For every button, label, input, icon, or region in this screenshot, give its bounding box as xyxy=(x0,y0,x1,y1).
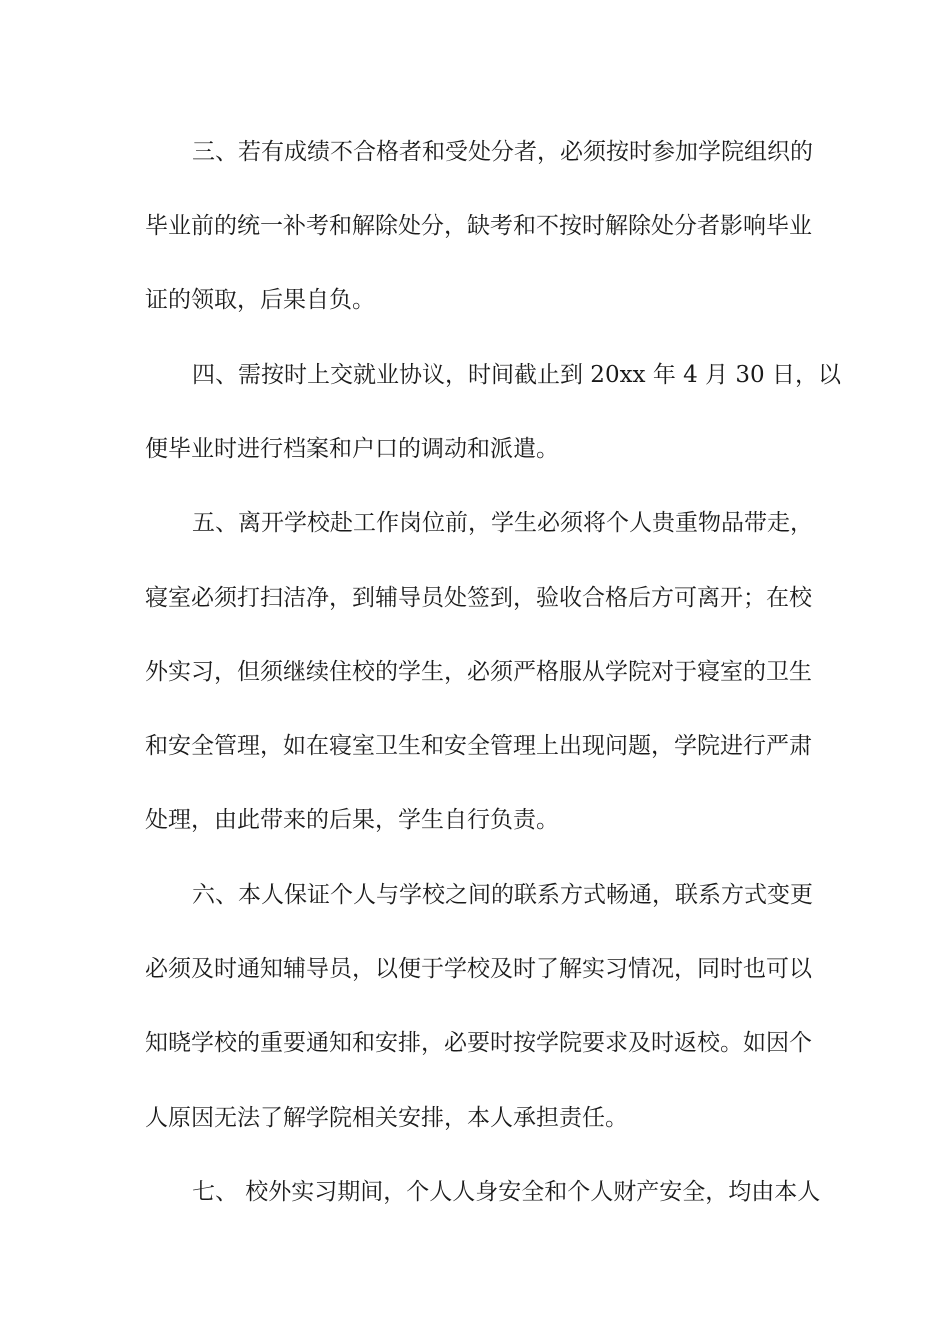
text-line: 三、若有成绩不合格者和受处分者，必须按时参加学院组织的 xyxy=(192,139,813,165)
text-line: 毕业前的统一补考和解除处分，缺考和不按时解除处分者影响毕业 xyxy=(145,213,812,239)
text-line: 知晓学校的重要通知和安排，必要时按学院要求及时返校。如因个 xyxy=(145,1030,812,1056)
text-line: 处理，由此带来的后果，学生自行负责。 xyxy=(145,807,559,833)
text-line: 寝室必须打扫洁净，到辅导员处签到，验收合格后方可离开；在校 xyxy=(145,585,812,611)
text-line: 证的领取，后果自负。 xyxy=(145,287,375,313)
text-line: 外实习，但须继续住校的学生，必须严格服从学院对于寝室的卫生 xyxy=(145,659,812,685)
text-line: 必须及时通知辅导员，以便于学校及时了解实习情况，同时也可以 xyxy=(145,956,812,982)
text-line: 人原因无法了解学院相关安排，本人承担责任。 xyxy=(145,1105,628,1131)
text-line: 便毕业时进行档案和户口的调动和派遣。 xyxy=(145,436,559,462)
text-line: 七、 校外实习期间，个人人身安全和个人财产安全，均由本人 xyxy=(192,1179,821,1205)
text-line: 五、离开学校赴工作岗位前，学生必须将个人贵重物品带走， xyxy=(192,510,813,536)
text-line: 六、本人保证个人与学校之间的联系方式畅通，联系方式变更 xyxy=(192,882,813,908)
text-line: 和安全管理，如在寝室卫生和安全管理上出现问题，学院进行严肃 xyxy=(145,733,812,759)
text-line: 四、需按时上交就业协议，时间截止到 20xx 年 4 月 30 日，以 xyxy=(192,362,841,388)
